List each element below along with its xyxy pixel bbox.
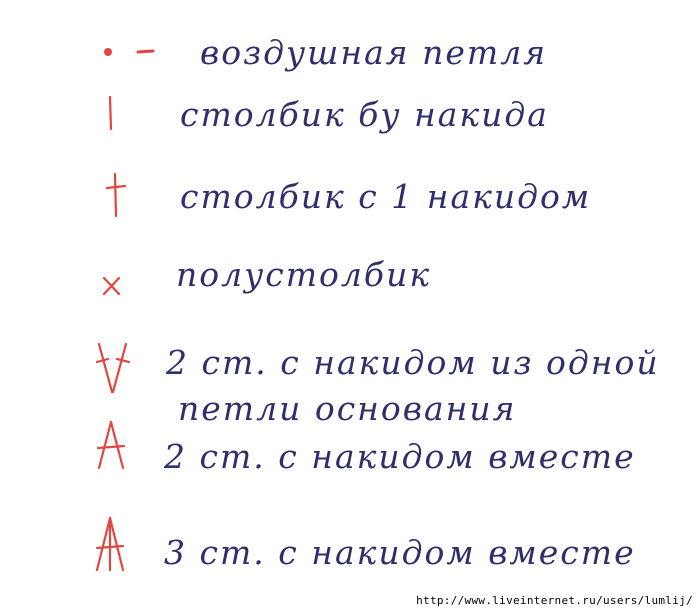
legend-text-two-dc-increase — [166, 340, 660, 432]
legend-text-single-crochet: полустолбик — [176, 255, 432, 294]
legend-text-two-dc-together: 2 ст. с накидом вместе — [164, 437, 636, 476]
two-dc-increase-symbol — [93, 338, 133, 398]
two-dc-together-symbol — [94, 418, 128, 472]
legend-text-three-dc-together: 3 ст. с накидом вместе — [164, 533, 636, 572]
chain-stitch-symbol — [98, 38, 158, 68]
legend-text-slip-stitch: столбик бу накида — [180, 95, 549, 134]
slip-stitch-symbol — [100, 93, 120, 133]
legend-text-double-crochet: столбик с 1 накидом — [180, 177, 592, 216]
three-dc-together-symbol — [92, 514, 128, 574]
double-crochet-symbol — [101, 170, 131, 220]
legend-text-two-dc-increase-line1: 2 ст. с накидом из одной — [166, 343, 660, 382]
legend-text-chain-stitch: воздушная петля — [200, 33, 548, 72]
single-crochet-symbol — [99, 273, 125, 299]
legend-text-two-dc-increase-line2: петли основания — [178, 389, 517, 428]
source-url: http://www.liveinternet.ru/users/lumlij/ — [416, 594, 693, 607]
